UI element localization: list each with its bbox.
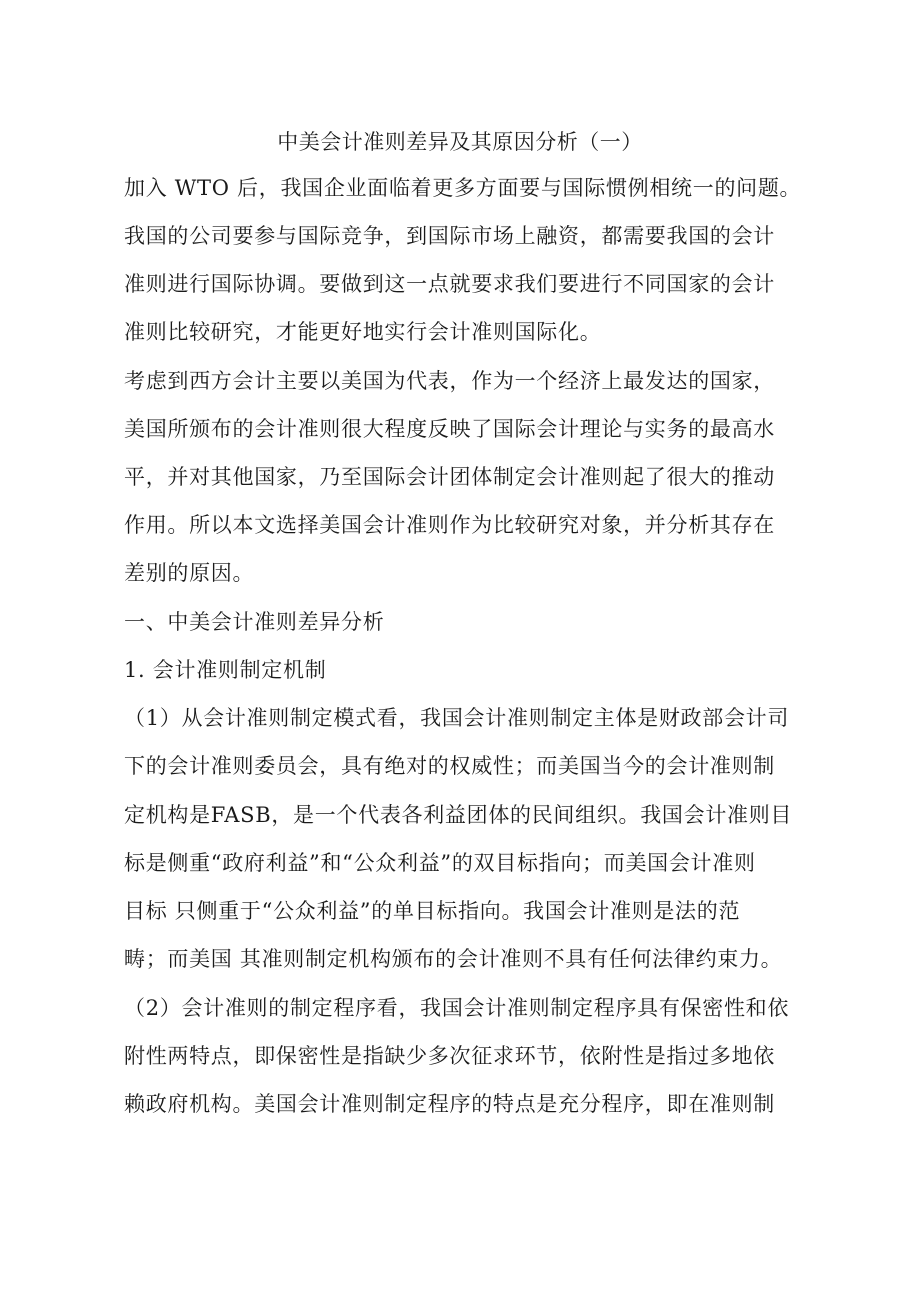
- paragraph-line: 加入 WTO 后，我国企业面临着更多方面要与国际惯例相统一的问题。: [124, 176, 802, 200]
- paragraph-line: 美国所颁布的会计准则很大程度反映了国际会计理论与实务的最高水: [124, 417, 775, 441]
- paragraph-line: （2）会计准则的制定程序看，我国会计准则制定程序具有保密性和依: [124, 996, 790, 1020]
- paragraph-line: 定机构是FASB，是一个代表各利益团体的民间组织。我国会计准则目: [124, 803, 793, 827]
- paragraph-line: 下的会计准则委员会，具有绝对的权威性；而美国当今的会计准则制: [124, 754, 775, 778]
- paragraph-line: 差别的原因。: [124, 561, 255, 585]
- paragraph-line: 作用。所以本文选择美国会计准则作为比较研究对象，并分析其存在: [124, 513, 775, 537]
- subsection-heading: 1. 会计准则制定机制: [124, 658, 327, 682]
- paragraph-line: 赖政府机构。美国会计准则制定程序的特点是充分程序，即在准则制: [124, 1092, 775, 1116]
- paragraph-line: 我国的公司要参与国际竞争，到国际市场上融资，都需要我国的会计: [124, 224, 775, 248]
- paragraph-line: 平，并对其他国家，乃至国际会计团体制定会计准则起了很大的推动: [124, 465, 775, 489]
- document-title: 中美会计准则差异及其原因分析（一）: [277, 130, 643, 154]
- paragraph-line: 目标 只侧重于“公众利益”的单目标指向。我国会计准则是法的范: [124, 899, 741, 923]
- paragraph-line: （1）从会计准则制定模式看，我国会计准则制定主体是财政部会计司: [124, 706, 790, 730]
- paragraph-line: 标是侧重“政府利益”和“公众利益”的双目标指向；而美国会计准则: [124, 851, 756, 875]
- paragraph-line: 准则比较研究，才能更好地实行会计准则国际化。: [124, 320, 602, 344]
- section-heading: 一、中美会计准则差异分析: [124, 610, 385, 634]
- paragraph-line: 考虑到西方会计主要以美国为代表，作为一个经济上最发达的国家，: [124, 369, 775, 393]
- paragraph-line: 附性两特点，即保密性是指缺少多次征求环节，依附性是指过多地依: [124, 1044, 775, 1068]
- paragraph-line: 准则进行国际协调。要做到这一点就要求我们要进行不同国家的会计: [124, 272, 775, 296]
- paragraph-line: 畴；而美国 其准则制定机构颁布的会计准则不具有任何法律约束力。: [124, 947, 783, 971]
